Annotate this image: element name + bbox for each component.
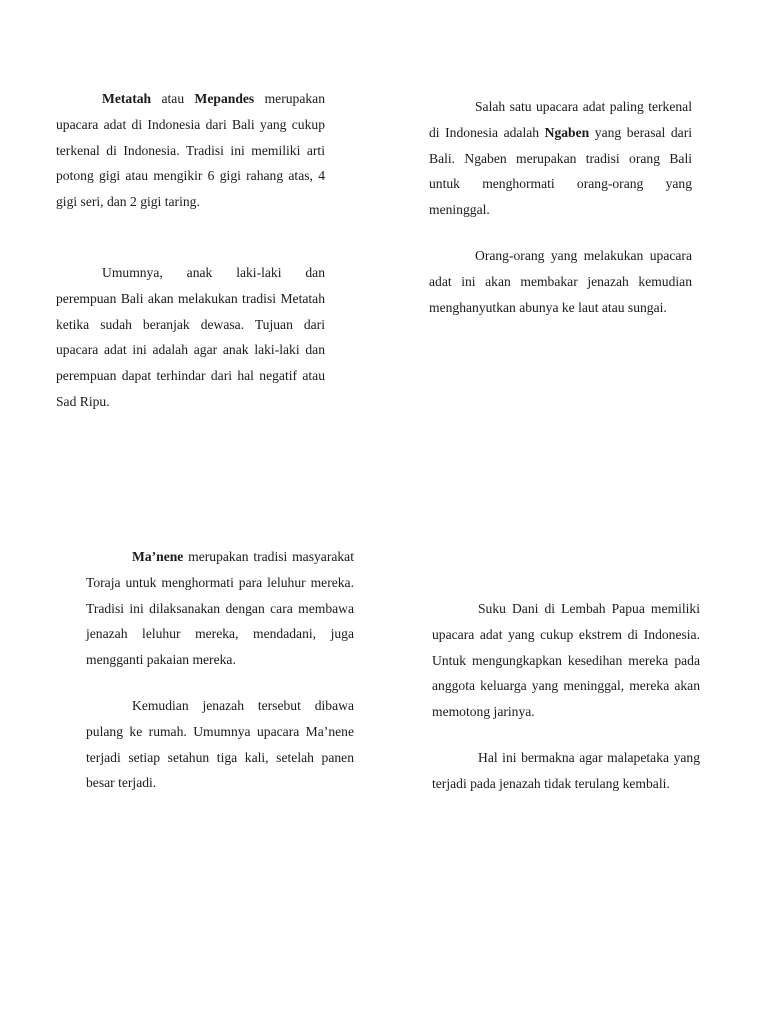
- manene-section: [86, 544, 354, 796]
- ngaben-paragraph-1: [429, 94, 692, 223]
- metatah-paragraph-2: Umumnya, anak laki-laki dan perempuan Bali akan melakukan tradisi Metatah ketika sudah beranjak dewasa. Tujuan dari upacara adat ini adalah agar anak laki-laki dan perempuan dapat terhindar dari hal negatif atau Sad Ripu.: [56, 264, 325, 409]
- dani-paragraph-1: Suku Dani di Lembah Papua memiliki upacara adat yang cukup ekstrem di Indonesia. Untuk mengungkapkan kesedihan mereka pada anggota keluarga yang meninggal, mereka akan memotong jarinya.: [432, 601, 700, 720]
- manene-paragraph-1: [86, 544, 354, 673]
- ngaben-paragraph-1-after: yang berasal dari Bali. Ngaben merupakan tradisi orang Bali untuk menghormati orang-orang yang meninggal.: [429, 124, 693, 218]
- dani-paragraph-2: Hal ini bermakna agar malapetaka yang terjadi pada jenazah tidak terulang kembali.: [432, 749, 700, 791]
- metatah-term: Metatah: [102, 91, 152, 106]
- dani-section: [432, 596, 700, 797]
- manene-paragraph-2: Kemudian jenazah tersebut dibawa pulang ke rumah. Umumnya upacara Ma’nene terjadi setiap setahun tiga kali, setelah panen besar terjadi.: [86, 697, 354, 791]
- ngaben-paragraph-1-before: Salah satu upacara adat paling terkenal di Indonesia adalah: [429, 99, 692, 140]
- metatah-paragraph-1: [56, 86, 325, 215]
- manene-term: Ma’nene: [132, 549, 184, 564]
- ngaben-section: [429, 94, 692, 320]
- metatah-conjunction: atau: [151, 91, 195, 106]
- mepandes-term: Mepandes: [194, 91, 255, 106]
- manene-paragraph-1-text: merupakan tradisi masyarakat Toraja untuk menghormati para leluhur mereka. Tradisi ini dilaksanakan dengan cara membawa jenazah leluhur mereka, mendadani, juga mengganti pakaian mereka.: [86, 549, 354, 668]
- metatah-paragraph-1-text: merupakan upacara adat di Indonesia dari Bali yang cukup terkenal di Indonesia. Tradisi ini memiliki arti potong gigi atau mengikir 6 gigi rahang atas, 4 gigi seri, dan 2 gigi taring.: [56, 91, 325, 210]
- ngaben-paragraph-2: Orang-orang yang melakukan upacara adat ini akan membakar jenazah kemudian menghanyutkan abunya ke laut atau sungai.: [429, 247, 692, 315]
- ngaben-term: Ngaben: [544, 124, 590, 140]
- metatah-section: [56, 86, 325, 415]
